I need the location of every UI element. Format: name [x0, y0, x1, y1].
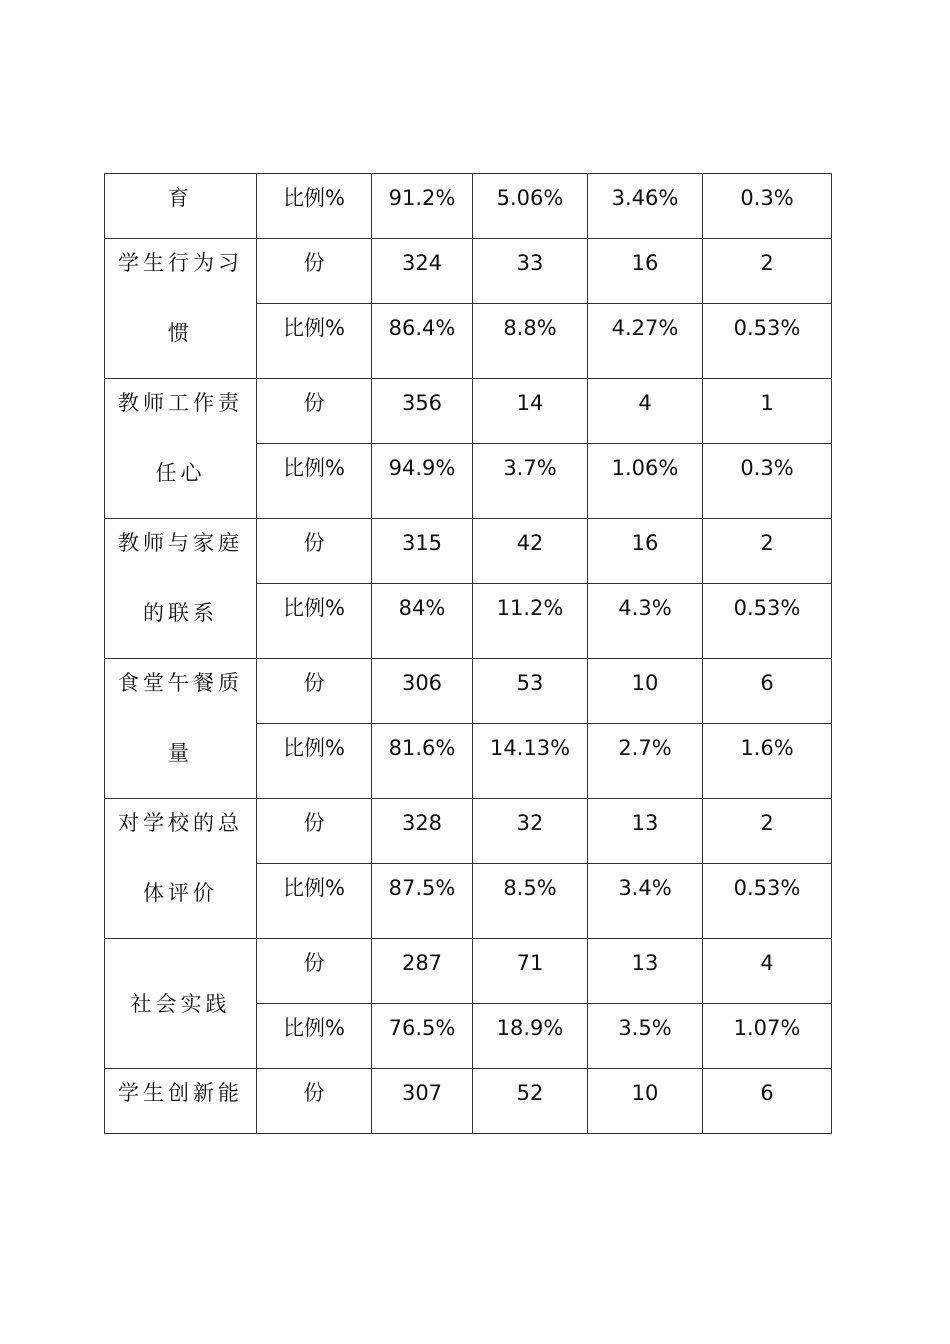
value-cell: 16	[588, 239, 703, 304]
value-cell: 3.7%	[473, 444, 588, 519]
unit-cell: 比例%	[257, 864, 372, 939]
table-row	[105, 379, 832, 444]
value-cell: 0.3%	[703, 444, 832, 519]
value-cell: 307	[372, 1069, 473, 1134]
value-cell: 11.2%	[473, 584, 588, 659]
value-cell: 6	[703, 659, 832, 724]
value-cell: 356	[372, 379, 473, 444]
value-cell: 86.4%	[372, 304, 473, 379]
value-cell: 6	[703, 1069, 832, 1134]
value-cell: 2	[703, 239, 832, 304]
value-cell: 324	[372, 239, 473, 304]
unit-cell: 比例%	[257, 1004, 372, 1069]
unit-cell: 比例%	[257, 584, 372, 659]
value-cell: 84%	[372, 584, 473, 659]
category-label: 学生行为习 惯	[105, 239, 257, 379]
value-cell: 1	[703, 379, 832, 444]
value-cell: 306	[372, 659, 473, 724]
unit-cell: 比例%	[257, 724, 372, 799]
category-label: 教师与家庭 的联系	[105, 519, 257, 659]
unit-cell: 份	[257, 239, 372, 304]
unit-cell: 份	[257, 1069, 372, 1134]
unit-cell: 比例%	[257, 174, 372, 239]
value-cell: 13	[588, 939, 703, 1004]
value-cell: 33	[473, 239, 588, 304]
table-row	[105, 174, 832, 239]
value-cell: 2	[703, 799, 832, 864]
survey-results-table	[104, 173, 832, 1134]
value-cell: 328	[372, 799, 473, 864]
value-cell: 81.6%	[372, 724, 473, 799]
value-cell: 3.5%	[588, 1004, 703, 1069]
table-row	[105, 799, 832, 864]
value-cell: 53	[473, 659, 588, 724]
table-row	[105, 239, 832, 304]
value-cell: 287	[372, 939, 473, 1004]
value-cell: 76.5%	[372, 1004, 473, 1069]
value-cell: 315	[372, 519, 473, 584]
table-row	[105, 519, 832, 584]
category-label: 育	[105, 174, 257, 239]
unit-cell: 份	[257, 939, 372, 1004]
category-label: 学生创新能	[105, 1069, 257, 1134]
value-cell: 5.06%	[473, 174, 588, 239]
value-cell: 1.6%	[703, 724, 832, 799]
value-cell: 0.3%	[703, 174, 832, 239]
value-cell: 8.5%	[473, 864, 588, 939]
value-cell: 0.53%	[703, 864, 832, 939]
value-cell: 4.27%	[588, 304, 703, 379]
unit-cell: 份	[257, 799, 372, 864]
value-cell: 10	[588, 1069, 703, 1134]
value-cell: 4	[588, 379, 703, 444]
unit-cell: 份	[257, 519, 372, 584]
value-cell: 4.3%	[588, 584, 703, 659]
value-cell: 3.46%	[588, 174, 703, 239]
value-cell: 14.13%	[473, 724, 588, 799]
table-row	[105, 1069, 832, 1134]
table-row	[105, 939, 832, 1004]
value-cell: 52	[473, 1069, 588, 1134]
value-cell: 14	[473, 379, 588, 444]
value-cell: 16	[588, 519, 703, 584]
value-cell: 10	[588, 659, 703, 724]
value-cell: 3.4%	[588, 864, 703, 939]
value-cell: 1.07%	[703, 1004, 832, 1069]
unit-cell: 比例%	[257, 444, 372, 519]
value-cell: 18.9%	[473, 1004, 588, 1069]
unit-cell: 比例%	[257, 304, 372, 379]
value-cell: 32	[473, 799, 588, 864]
value-cell: 94.9%	[372, 444, 473, 519]
value-cell: 0.53%	[703, 584, 832, 659]
value-cell: 8.8%	[473, 304, 588, 379]
value-cell: 87.5%	[372, 864, 473, 939]
table-row	[105, 659, 832, 724]
value-cell: 4	[703, 939, 832, 1004]
category-label: 社会实践	[105, 939, 257, 1069]
value-cell: 2	[703, 519, 832, 584]
value-cell: 71	[473, 939, 588, 1004]
value-cell: 13	[588, 799, 703, 864]
category-label: 对学校的总 体评价	[105, 799, 257, 939]
category-label: 教师工作责 任心	[105, 379, 257, 519]
value-cell: 0.53%	[703, 304, 832, 379]
value-cell: 91.2%	[372, 174, 473, 239]
value-cell: 1.06%	[588, 444, 703, 519]
category-label: 食堂午餐质 量	[105, 659, 257, 799]
value-cell: 2.7%	[588, 724, 703, 799]
unit-cell: 份	[257, 379, 372, 444]
value-cell: 42	[473, 519, 588, 584]
unit-cell: 份	[257, 659, 372, 724]
